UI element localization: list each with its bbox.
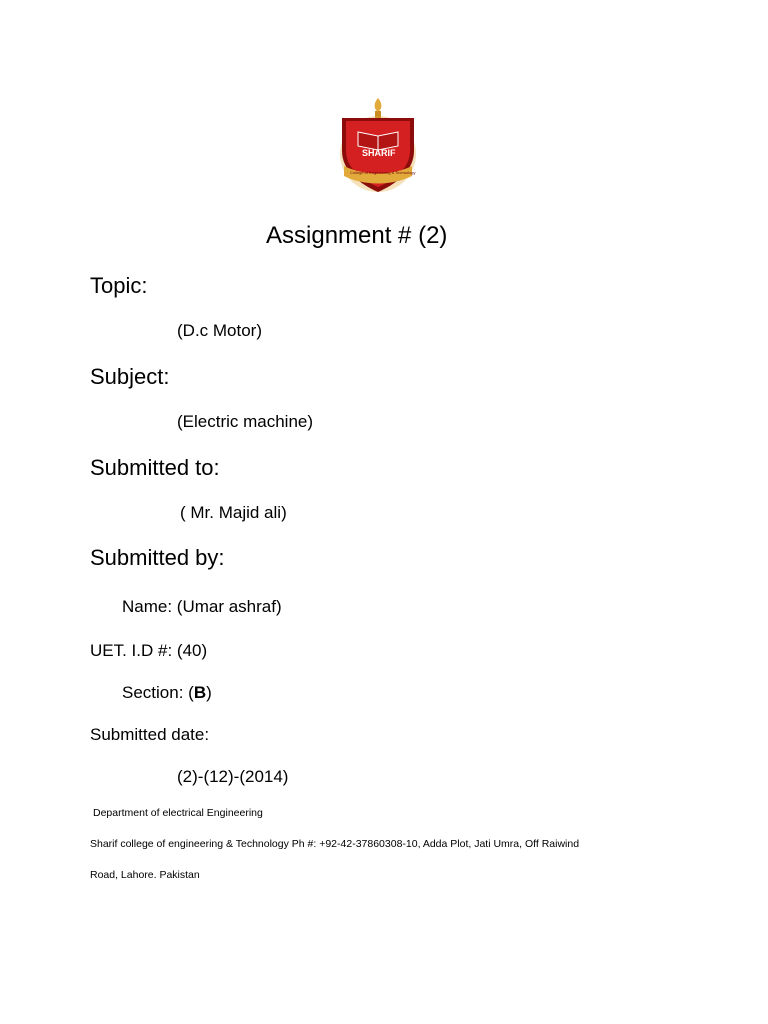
section-suffix: ) xyxy=(206,683,212,702)
assignment-title: Assignment # (2) xyxy=(266,222,448,249)
submitted-to-label: Submitted to: xyxy=(90,455,220,480)
subject-label: Subject: xyxy=(90,364,170,389)
logo-ribbon-text: College of Engineering & Technology xyxy=(350,170,416,175)
section-prefix: Section: ( xyxy=(122,683,194,702)
address-line-1: Sharif college of engineering & Technology Ph #: +92-42-37860308-10, Adda Plot, Jati Umra, Off Raiwind xyxy=(90,838,580,850)
department-text: Department of electrical Engineering xyxy=(93,807,263,819)
subject-value: (Electric machine) xyxy=(177,412,314,431)
section-value: B xyxy=(193,683,207,702)
submitted-by-label: Submitted by: xyxy=(90,545,225,570)
submitted-to-value: ( Mr. Majid ali) xyxy=(180,503,287,522)
section-line xyxy=(122,683,212,703)
logo-text: SHARIF xyxy=(362,148,396,158)
college-logo xyxy=(334,96,422,196)
uet-id: UET. I.D #: (40) xyxy=(90,641,208,660)
submitted-date-label: Submitted date: xyxy=(90,725,210,744)
topic-label: Topic: xyxy=(90,273,148,298)
topic-value: (D.c Motor) xyxy=(177,321,262,340)
address-line-2: Road, Lahore. Pakistan xyxy=(90,869,200,881)
student-name: Name: (Umar ashraf) xyxy=(122,597,282,616)
submitted-date-value: (2)-(12)-(2014) xyxy=(177,767,289,786)
